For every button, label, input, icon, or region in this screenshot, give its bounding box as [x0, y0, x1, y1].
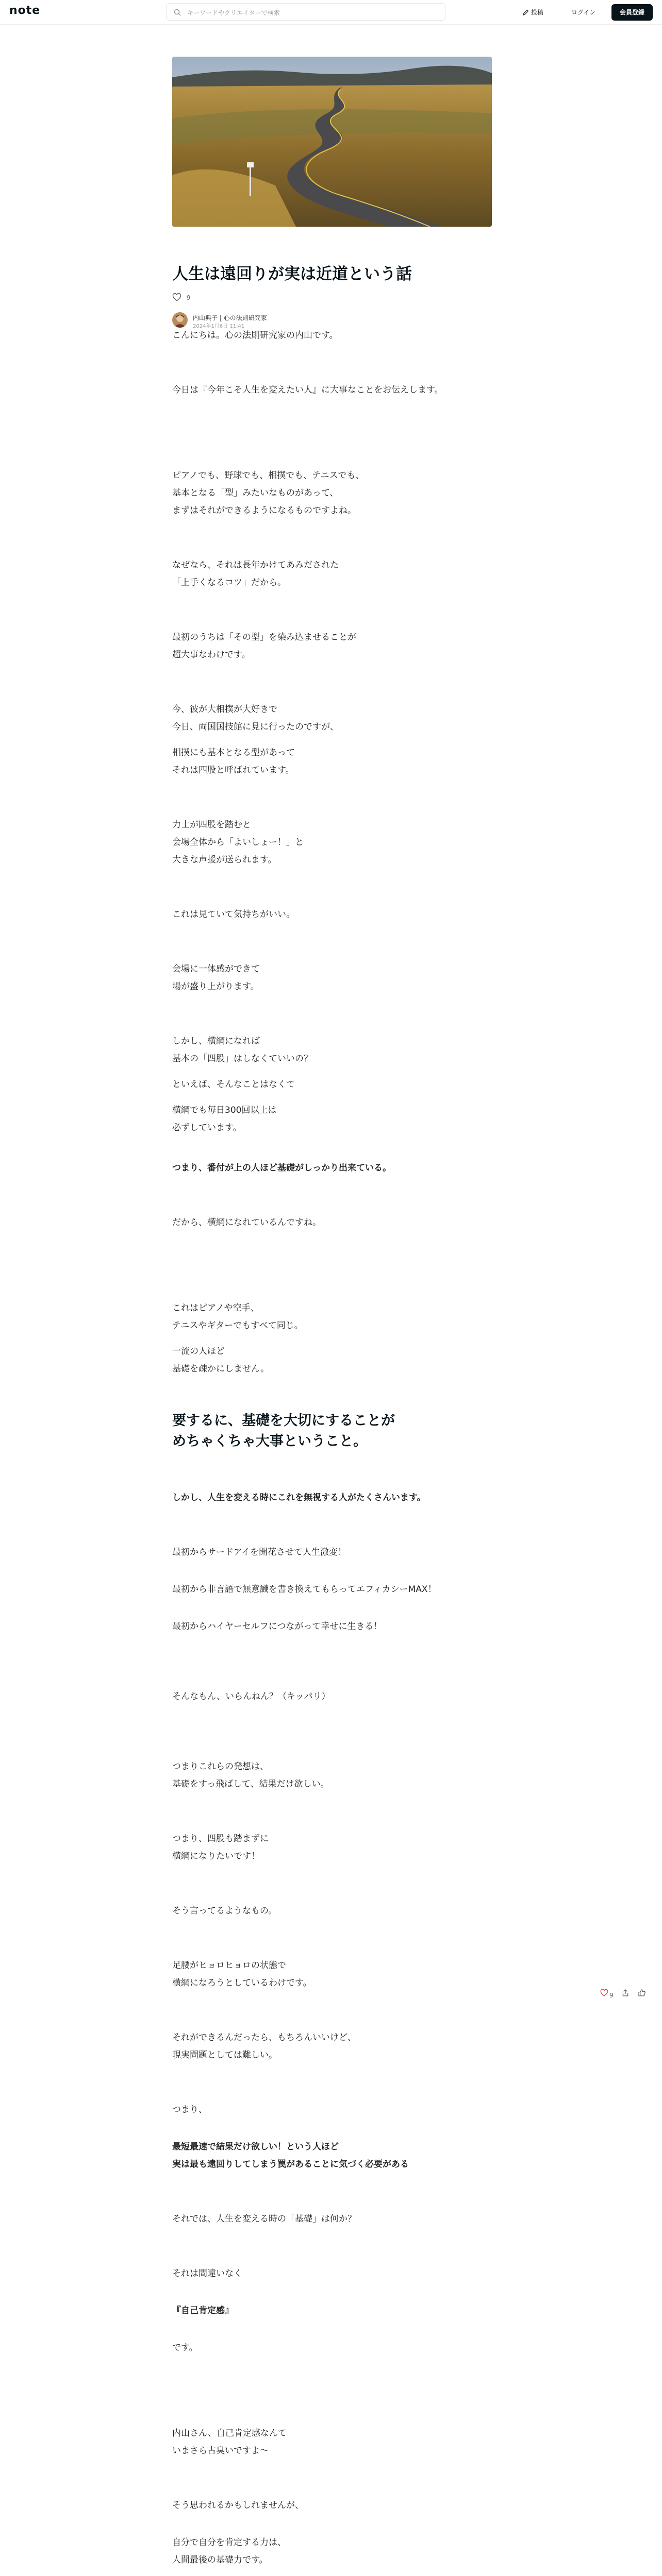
article-title: 人生は遠回りが実は近道という話 — [172, 265, 412, 283]
side-like-count: 9 — [609, 1991, 614, 1999]
paragraph: 『自己肯定感』 — [172, 2306, 234, 2316]
paragraph: 自分で自分を肯定する力は、 人間最後の基礎力です。 — [172, 2537, 286, 2565]
paragraph: 内山さん、自己肯定感なんて いまさら古臭いですよ〜 — [172, 2428, 287, 2456]
share-icon — [621, 1989, 630, 1997]
paragraph: ピアノでも、野球でも、相撲でも、テニスでも、 基本となる「型」みたいなものがあって、 まずはそれができるようになるものですよね。 — [172, 470, 365, 516]
search-placeholder: キーワードやクリエイターで検索 — [187, 9, 280, 16]
heart-icon — [172, 293, 181, 302]
section-heading: 要するに、基礎を大切にすることが めちゃくちゃ大事ということ。 — [172, 1413, 395, 1449]
floating-action-bar — [600, 1989, 652, 2000]
paragraph: 最初から非言語で無意識を書き換えてもらってエフィカシーMAX！ — [172, 1584, 437, 1595]
paragraph: そんなもん、いらんねん？（キッパリ） — [172, 1691, 330, 1702]
paragraph: です。 — [172, 2343, 198, 2353]
paragraph: つまり、四股も踏まずに 横綱になりたいです！ — [172, 1834, 269, 1861]
paragraph: 足腰がヒョロヒョロの状態で 横綱になろうとしているわけです。 — [172, 1960, 312, 1988]
paragraph: 会場に一体感ができて 場が盛り上がります。 — [172, 964, 260, 992]
paragraph: しかし、人生を変える時にこれを無視する人がたくさんいます。 — [172, 1493, 426, 1503]
search-box[interactable] — [166, 3, 445, 21]
side-like-button[interactable] — [600, 1989, 614, 1999]
avatar[interactable] — [172, 312, 188, 328]
paragraph: こんにちは。心の法則研究家の内山です。 — [172, 330, 338, 341]
paragraph: といえば、そんなことはなくて — [172, 1079, 295, 1090]
site-header — [0, 0, 662, 25]
paragraph: つまり、 — [172, 2105, 207, 2115]
signup-button[interactable]: 会員登録 — [611, 4, 653, 21]
paragraph: これは見ていて気持ちがいい。 — [172, 909, 295, 920]
pen-icon — [523, 9, 529, 15]
paragraph: 最初からサードアイを開花させて人生激変！ — [172, 1547, 346, 1557]
paragraph: だから、横綱になれているんですね。 — [172, 1217, 321, 1228]
post-label: 投稿 — [531, 9, 544, 16]
paragraph: 力士が四股を踏むと 会場全体から「よいしょー！」と 大きな声援が送られます。 — [172, 820, 304, 865]
paragraph: それができるんだったら、もちろんいいけど、 現実問題としては難しい。 — [172, 2032, 356, 2060]
like-button[interactable] — [172, 293, 190, 303]
search-icon — [174, 9, 181, 16]
heart-icon — [600, 1989, 608, 1997]
paragraph: 一流の人ほど 基礎を疎かにしません。 — [172, 1346, 270, 1374]
login-button[interactable]: ログイン — [571, 9, 596, 16]
paragraph: それでは、人生を変える時の「基礎」は何か？ — [172, 2214, 356, 2224]
share-button[interactable] — [621, 1989, 630, 1998]
paragraph: しかし、横綱になれば 基本の「四股」はしなくていいの？ — [172, 1036, 312, 1064]
article-body — [172, 327, 492, 2576]
support-button[interactable] — [638, 1989, 646, 1998]
paragraph: これはピアノや空手、 テニスやギターでもすべて同じ。 — [172, 1303, 303, 1331]
paragraph: 最初のうちは「その型」を染み込ませることが 超大事なわけです。 — [172, 632, 356, 660]
paragraph: そう言ってるようなもの。 — [172, 1906, 277, 1916]
paragraph: 今、彼が大相撲が大好きで 今日、両国国技館に見に行ったのですが、 — [172, 704, 339, 732]
like-count: 9 — [186, 294, 191, 301]
paragraph: そう思われるかもしれませんが、 — [172, 2500, 304, 2511]
paragraph: なぜなら、それは長年かけてあみだされた 「上手くなるコツ」だから。 — [172, 560, 339, 588]
post-button[interactable] — [519, 5, 548, 20]
author-name[interactable]: 内山典子 | 心の法則研究家 — [193, 314, 267, 321]
paragraph: 最短最速で結果だけ欲しい！という人ほど 実は最も遠回りしてしまう罠があることに気づく必要がある — [172, 2142, 409, 2170]
thumbs-up-icon — [638, 1989, 646, 1997]
note-logo[interactable]: note — [9, 4, 41, 17]
hero-image — [172, 57, 492, 227]
paragraph: 相撲にも基本となる型があって それは四股と呼ばれています。 — [172, 748, 295, 775]
paragraph: つまり、番付が上の人ほど基礎がしっかり出来ている。 — [172, 1163, 391, 1173]
paragraph: 今日は『今年こそ人生を変えたい人』に大事なことをお伝えします。 — [172, 385, 443, 395]
paragraph: それは間違いなく — [172, 2268, 242, 2279]
publish-date: 2024年1月6日 11:41 — [193, 324, 245, 329]
paragraph: 横綱でも毎日300回以上は 必ずしています。 — [172, 1105, 277, 1133]
paragraph: つまりこれらの発想は、 基礎をすっ飛ばして、結果だけ欲しい。 — [172, 1761, 329, 1789]
paragraph: 最初からハイヤーセルフにつながって幸せに生きる！ — [172, 1621, 383, 1632]
